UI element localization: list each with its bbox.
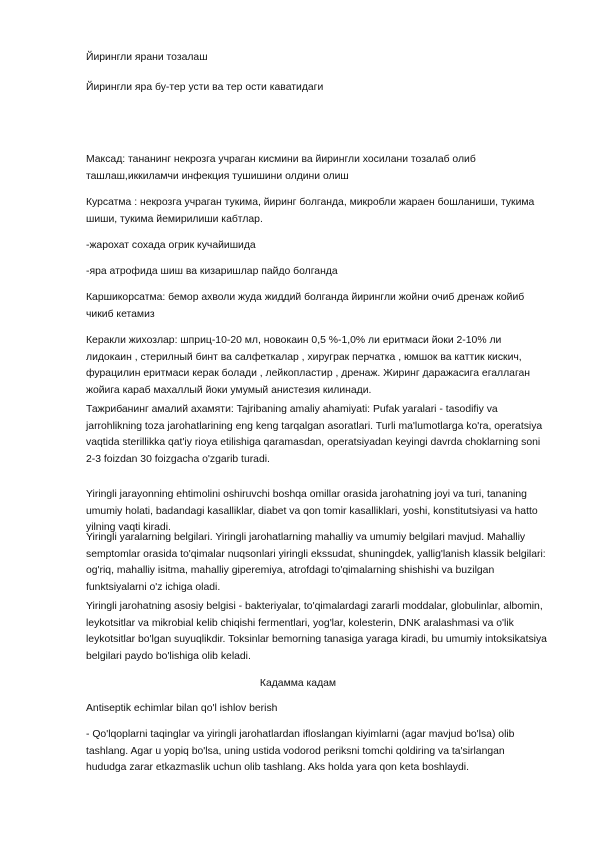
document-subtitle: Йирингли яра бу-тер усти ва тер ости каватидаги bbox=[86, 82, 324, 93]
paragraph-indication-pain: -жарохат сохада огрик кучайишида bbox=[86, 240, 256, 251]
step-heading: Кадамма кадам bbox=[259, 678, 337, 689]
paragraph-indication-swelling: -яра атрофида шиш ва кизаришлар пайдо болганда bbox=[86, 266, 338, 277]
step-paragraph-gloves: - Qo'lqoplarni taqinglar va yiringli jarohatlardan ifloslangan kiyimlarni (agar mavjud bo'lsa) olib tashlang. Agar u yopiq bo'lsa, uning ustida vodorod periksni tomchi qoldiring va ta'sirlangan hududga zarar etkazmaslik uchun olib tashlang. Aks holda yara qon keta boshlaydi. bbox=[86, 729, 515, 773]
paragraph-main-sign: Yiringli jarohatning asosiy belgisi - bakteriyalar, to'qimalardagi zararli moddalar, globulinlar, albomin, leykotsitlar va mikrobial kelib chiqishi fermentlari, yog'lar, kolesterin, DNK aralashmasi va o'lik leykotsitlar bo'lgan suyuqlikdir. Toksinlar bemorning tanasiga yaraga kiradi, bu umumiy intoksikatsiya belgilari paydo bo'lishiga olib keladi. bbox=[86, 601, 547, 662]
paragraph-contraindications: Каршикорсатма: бемор ахволи жуда жиддий болганда йирингли жойни очиб дренаж койиб чикиб кетамиз bbox=[86, 292, 525, 320]
paragraph-purpose: Максад: тананинг некрозга учраган кисмини ва йирингли хосилани тозалаб олиб ташлаш,иккиламчи инфекция тушишини олдини олиш bbox=[86, 154, 476, 182]
paragraph-risk-factors: Yiringli jarayonning ehtimolini oshiruvchi boshqa omillar orasida jarohatning joyi va turi, tananing umumiy holati, badandagi kasalliklar, diabet va qon tomir kasalliklari, yoshi, konstitutsiyasi va hatto yilning vaqti kiradi. bbox=[86, 489, 538, 533]
paragraph-wound-signs: Yiringli yaralarning belgilari. Yiringli jarohatlarning mahalliy va umumiy belgilari mavjud. Mahalliy semptomlar orasida to'qimalar nuqsonlari yiringli ekssudat, shuningdek, yallig'lanish klassik belgilari: og'riq, mahalliy isitma, mahalliy giperemiya, atrofdagi to'qimalarning shishishi va buzilgan funktsiyalarni o'z ichiga oladi. bbox=[86, 532, 546, 593]
document-title: Йирингли ярани тозалаш bbox=[86, 52, 208, 63]
paragraph-indications: Курсатма : некрозга учраган тукима, йиринг болганда, микробли жараен бошланиши, тукима шиши, тукима йемирилиши кабтлар. bbox=[86, 197, 535, 225]
paragraph-equipment: Керакли жихозлар: шприц-10-20 мл, новокаин 0,5 %-1,0% ли еритмаси йоки 2-10% ли лидокаин , стерилный бинт ва салфеткалар , хируграк перчатка , юмшок ва каттик кискич, фурацилин еритмаси керак болади , лейкопластир , дренаж. Жиринг даражасига егаллаган жойига караб махаллый йоки умумый анистезия килинади. bbox=[86, 335, 531, 396]
paragraph-practical-significance: Тажрибанинг амалий ахамяти: Tajribaning amaliy ahamiyati: Pufak yaralari - tasodifiy va jarrohlikning toza jarohatlarining eng keng tarqalgan asoratlari. Turli ma'lumotlarga ko'ra, operatsiya vaqtida sterillikka qat'iy rioya etilishiga qaramasdan, operatsiyadan keyingi davrda choklarning soni 2-3 foizdan 30 foizgacha o'zgarib turadi. bbox=[86, 404, 543, 465]
step-paragraph-antiseptic: Antiseptik echimlar bilan qo'l ishlov berish bbox=[86, 703, 278, 714]
